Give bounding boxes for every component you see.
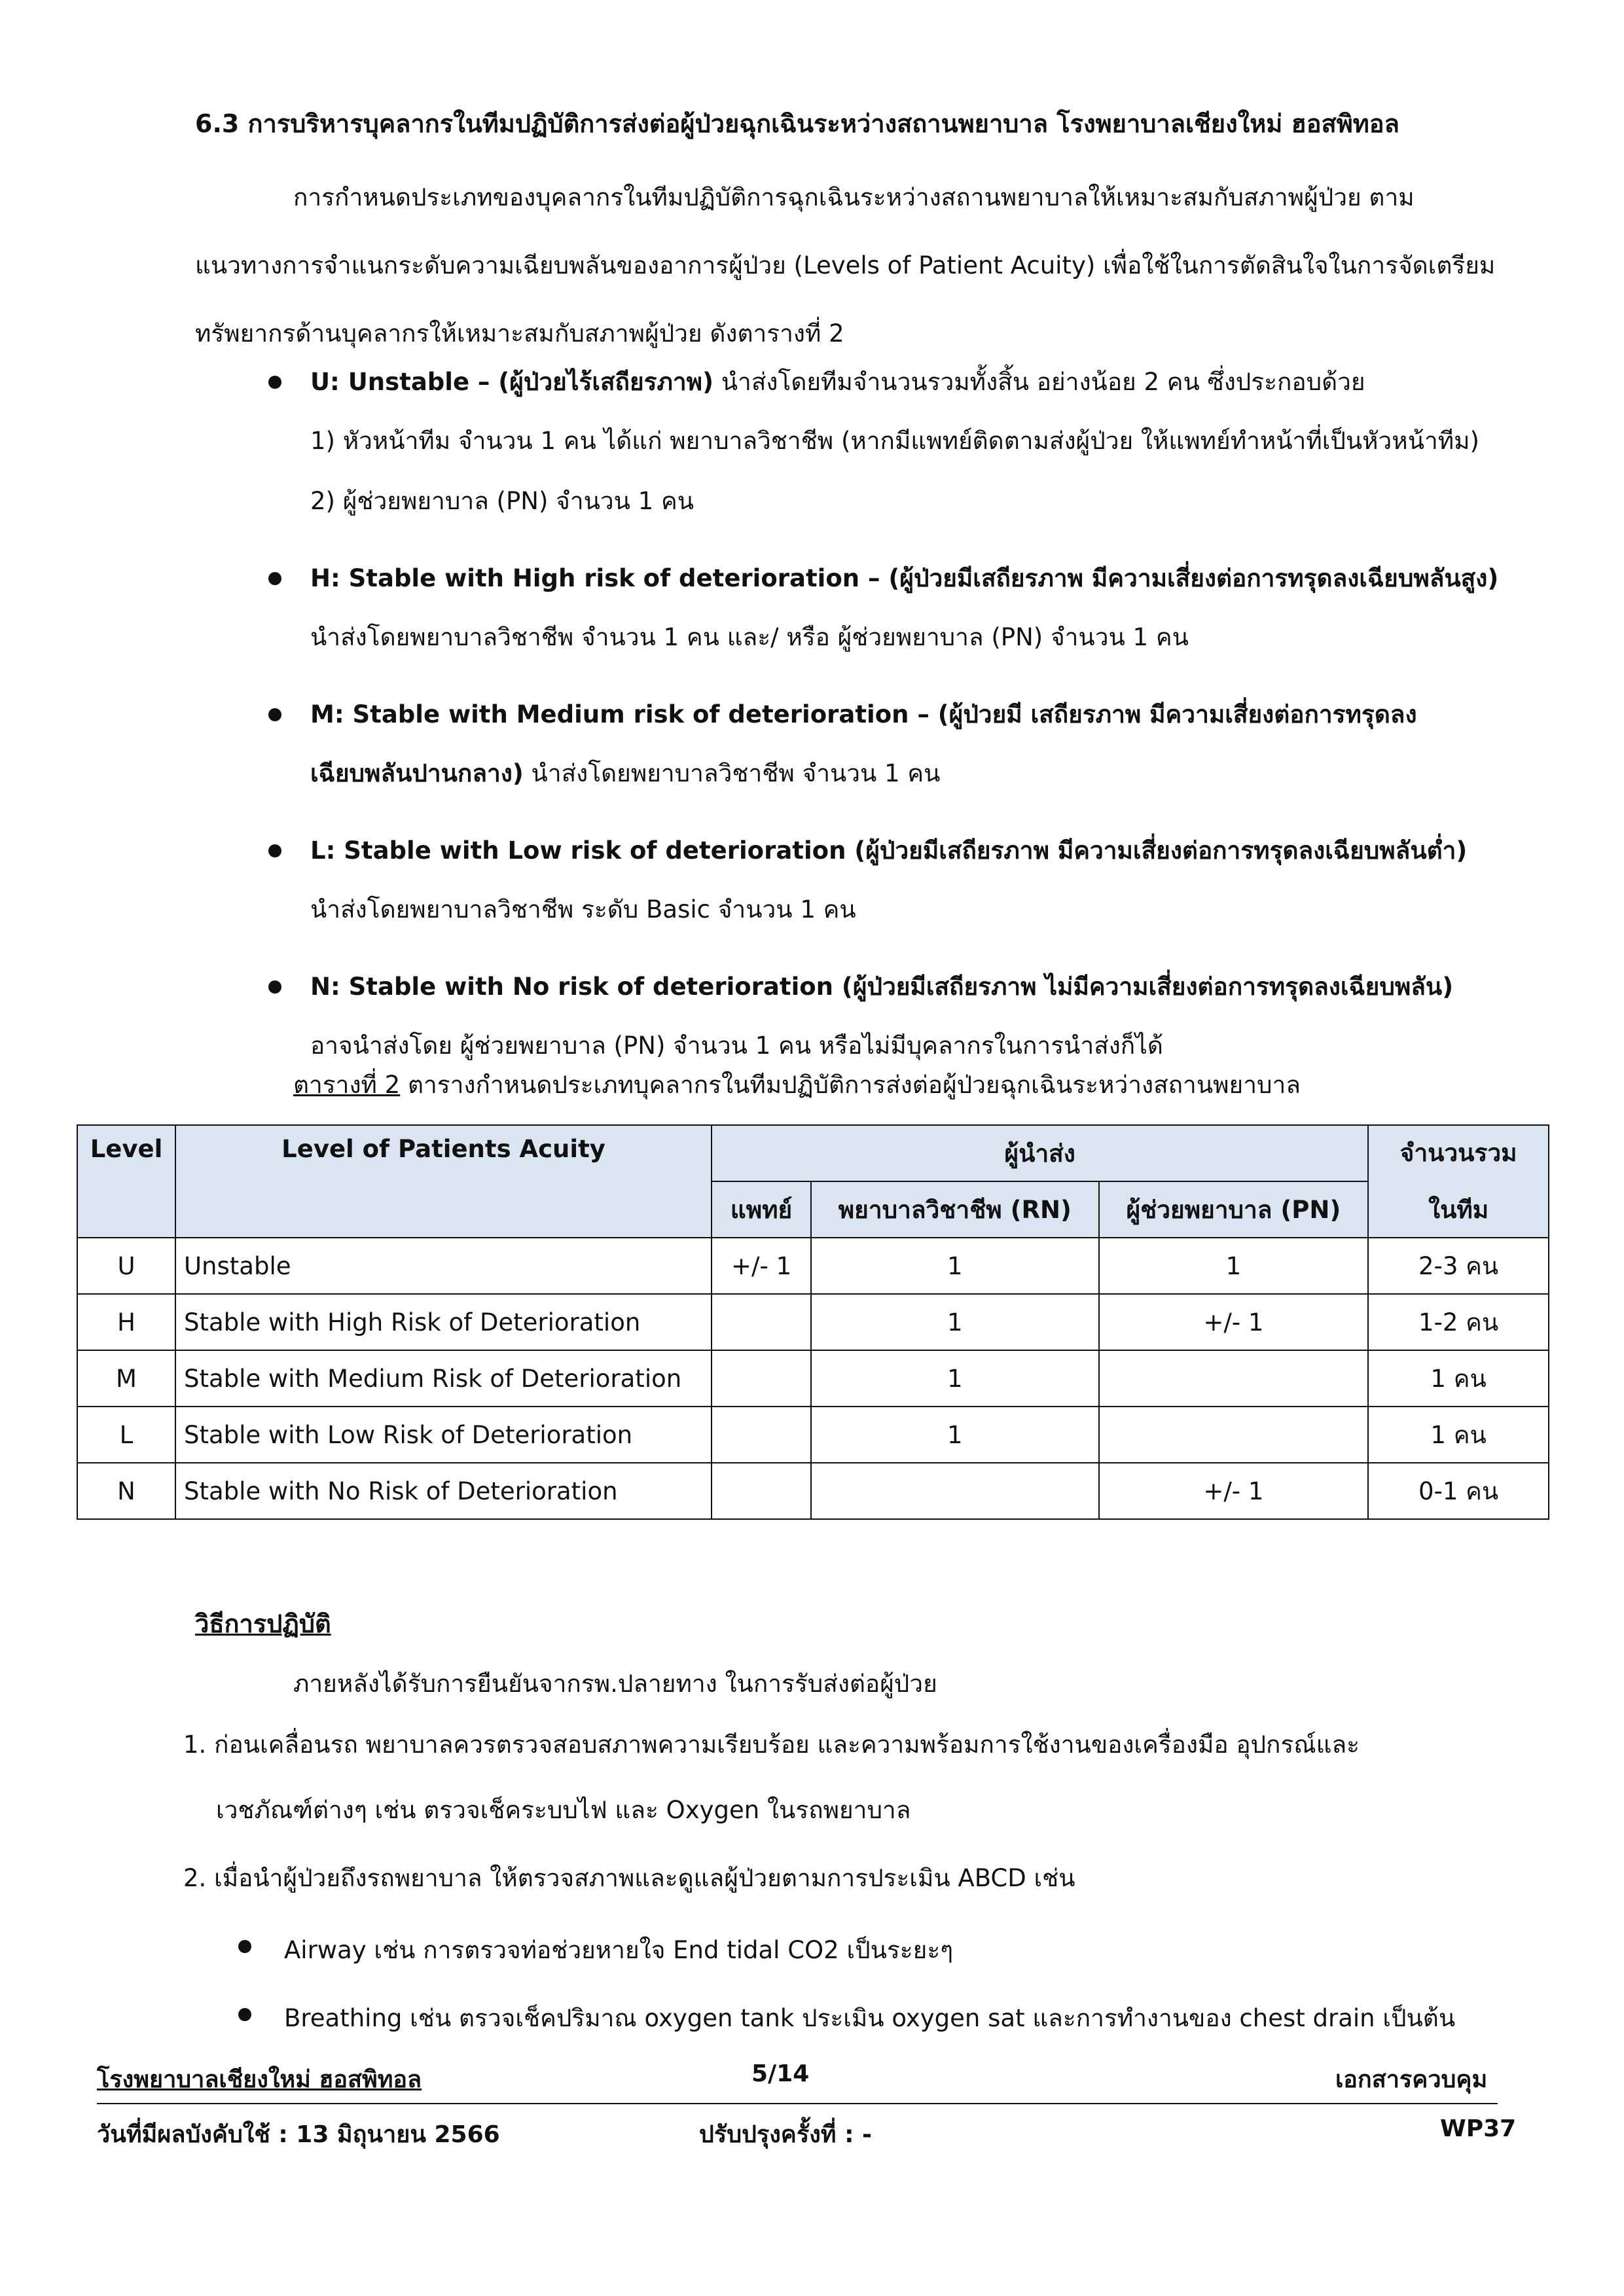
bullet-l-title: L: Stable with Low risk of deterioration (ผู้ป่วยมีเสถียรภาพ มีความเสี่ยงต่อการทรุดลงเฉียบพลันต่ำ) (310, 836, 1468, 865)
section-heading: 6.3 การบริหารบุคลากรในทีมปฏิบัติการส่งต่อผู้ป่วยฉุกเฉินระหว่างสถานพยาบาล โรงพยาบาลเชียงใหม่ ฮอสพิทอล (195, 109, 1399, 138)
intro-line-3: ทรัพยากรด้านบุคลากรให้เหมาะสมกับสภาพผู้ป่วย ดังตารางที่ 2 (195, 319, 844, 348)
footer-revision: ปรับปรุงครั้งที่ : - (699, 2121, 872, 2148)
table-row: N Stable with No Risk of Deterioration +/- 1 0-1 คน (77, 1463, 1549, 1519)
intro-line-2: แนวทางการจำแนกระดับความเฉียบพลันของอาการผู้ป่วย (Levels of Patient Acuity) เพื่อใช้ในการตัดสินใจในการจัดเตรียม (195, 251, 1496, 279)
bullet-u-title: U: Unstable – (ผู้ป่วยไร้เสถียรภาพ) (310, 368, 713, 396)
footer-control: เอกสารควบคุม (1335, 2066, 1488, 2093)
procedure-sub-breathing: Breathing เช่น ตรวจเช็คปริมาณ oxygen tank ประเมิน oxygen sat และการทำงานของ chest drain เป็นต้น (238, 1999, 1455, 2037)
bullet-dot-icon (268, 572, 281, 585)
procedure-step-1 (183, 1712, 1360, 1843)
intro-paragraph (195, 164, 1537, 368)
table-caption-label: ตารางที่ 2 (293, 1071, 401, 1099)
procedure-sub-airway: Airway เช่น การตรวจท่อช่วยหายใจ End tidal CO2 เป็นระยะๆ (238, 1931, 953, 1969)
bullet-dot-icon (268, 376, 281, 389)
bullet-dot-icon (268, 844, 281, 857)
header-escort: ผู้นำส่ง (712, 1125, 1368, 1181)
bullet-unstable (268, 353, 1545, 531)
bullet-l-sub1: นำส่งโดยพยาบาลวิชาชีพ ระดับ Basic จำนวน 1 คน (310, 895, 856, 924)
bullet-dot-icon (268, 708, 281, 721)
bullet-none (268, 958, 1545, 1076)
header-doctor: แพทย์ (712, 1181, 811, 1238)
bullet-m-title: M: Stable with Medium risk of deterioration – (ผู้ป่วยมี เสถียรภาพ มีความเสี่ยงต่อการทรุดลง (310, 700, 1417, 728)
header-total: จำนวนรวม ในทีม (1368, 1125, 1549, 1238)
header-acuity: Level of Patients Acuity (175, 1125, 712, 1238)
table-row: M Stable with Medium Risk of Deterioration 1 1 คน (77, 1350, 1549, 1407)
table-row: L Stable with Low Risk of Deterioration 1 1 คน (77, 1407, 1549, 1463)
table-row: H Stable with High Risk of Deterioration 1 +/- 1 1-2 คน (77, 1294, 1549, 1350)
bullet-low (268, 822, 1545, 940)
intro-line-1: การกำหนดประเภทของบุคลากรในทีมปฏิบัติการฉุกเฉินระหว่างสถานพยาบาลให้เหมาะสมกับสภาพผู้ป่วย ตาม (293, 183, 1415, 211)
header-pn: ผู้ช่วยพยาบาล (PN) (1099, 1181, 1369, 1238)
footer-effective-date: วันที่มีผลบังคับใช้ : 13 มิถุนายน 2566 (97, 2121, 500, 2148)
bullet-m-title-cont: เฉียบพลันปานกลาง) (310, 759, 524, 787)
step-1-line-2: เวชภัณฑ์ต่างๆ เช่น ตรวจเช็คระบบไฟ และ Oxygen ในรถพยาบาล (216, 1796, 911, 1824)
bullet-medium (268, 686, 1545, 804)
table-caption (293, 1066, 1301, 1104)
acuity-staffing-table (77, 1124, 1549, 1520)
procedure-intro: ภายหลังได้รับการยืนยันจากรพ.ปลายทาง ในการรับส่งต่อผู้ป่วย (293, 1670, 937, 1698)
bullet-u-text: นำส่งโดยทีมจำนวนรวมทั้งสิ้น อย่างน้อย 2 คน ซึ่งประกอบด้วย (713, 368, 1365, 396)
footer-doc-code: WP37 (1440, 2115, 1517, 2142)
bullet-u-sub1: 1) หัวหน้าทีม จำนวน 1 คน ได้แก่ พยาบาลวิชาชีพ (หากมีแพทย์ติดตามส่งผู้ป่วย ให้แพทย์ทำหน้าที่เป็นหัวหน้าทีม) (310, 427, 1479, 455)
bullet-n-sub1: อาจนำส่งโดย ผู้ช่วยพยาบาล (PN) จำนวน 1 คน หรือไม่มีบุคลากรในการนำส่งก็ได้ (310, 1031, 1163, 1060)
footer-page-number: 5/14 (751, 2060, 810, 2087)
acuity-bullet-list (268, 353, 1545, 1094)
bullet-n-title: N: Stable with No risk of deterioration (ผู้ป่วยมีเสถียรภาพ ไม่มีความเสี่ยงต่อการทรุดลงเฉียบพลัน) (310, 973, 1454, 1001)
bullet-m-text: นำส่งโดยพยาบาลวิชาชีพ จำนวน 1 คน (523, 759, 941, 787)
bullet-h-sub1: นำส่งโดยพยาบาลวิชาชีพ จำนวน 1 คน และ/ หรือ ผู้ช่วยพยาบาล (PN) จำนวน 1 คน (310, 623, 1189, 651)
footer-divider (97, 2103, 1498, 2104)
bullet-h-title: H: Stable with High risk of deterioration – (ผู้ป่วยมีเสถียรภาพ มีความเสี่ยงต่อการทรุดลงเฉียบพลันสูง) (310, 564, 1499, 592)
bullet-dot-icon (268, 980, 281, 994)
header-rn: พยาบาลวิชาชีพ (RN) (811, 1181, 1099, 1238)
table-caption-text: ตารางกำหนดประเภทบุคลากรในทีมปฏิบัติการส่งต่อผู้ป่วยฉุกเฉินระหว่างสถานพยาบาล (400, 1071, 1301, 1099)
procedure-title: วิธีการปฏิบัติ (195, 1609, 331, 1638)
header-level: Level (77, 1125, 175, 1238)
bullet-u-sub2: 2) ผู้ช่วยพยาบาล (PN) จำนวน 1 คน (310, 487, 695, 515)
bullet-dot-icon (238, 1940, 251, 1953)
procedure-step-2: 2. เมื่อนำผู้ป่วยถึงรถพยาบาล ให้ตรวจสภาพและดูแลผู้ป่วยตามการประเมิน ABCD เช่น (183, 1864, 1075, 1892)
footer-hospital: โรงพยาบาลเชียงใหม่ ฮอสพิทอล (97, 2066, 422, 2093)
bullet-high (268, 550, 1545, 668)
bullet-dot-icon (238, 2008, 251, 2021)
step-1-line-1: 1. ก่อนเคลื่อนรถ พยาบาลควรตรวจสอบสภาพความเรียบร้อย และความพร้อมการใช้งานของเครื่องมือ อุปกรณ์และ (183, 1731, 1360, 1759)
table-row: U Unstable +/- 1 1 1 2-3 คน (77, 1238, 1549, 1294)
